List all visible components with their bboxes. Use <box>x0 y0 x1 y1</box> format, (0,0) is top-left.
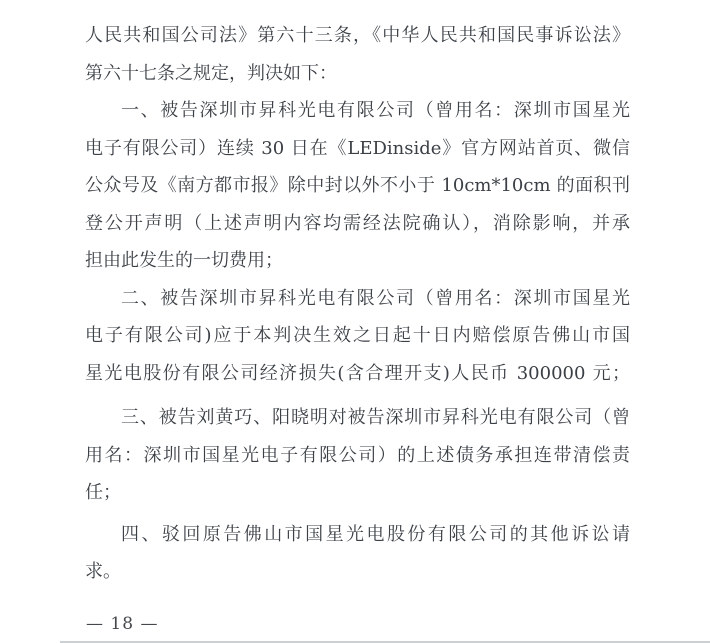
text-line: 三、被告刘黄巧、阳晓明对被告深圳市昇科光电有限公司（曾 <box>121 407 630 428</box>
text-line: 第六十七条之规定，判决如下： <box>85 62 337 84</box>
text-line: 电子有限公司)应于本判决生效之日起十日内赔偿原告佛山市国 <box>85 325 630 346</box>
text-line: 星光电股份有限公司经济损失(含合理开支)人民币 300000 元； <box>85 362 630 384</box>
text-line: 任； <box>85 482 121 503</box>
text-line: 一、被告深圳市昇科光电有限公司（曾用名：深圳市国星光 <box>121 100 630 121</box>
text-line: 四、驳回原告佛山市国星光电股份有限公司的其他诉讼请 <box>121 523 630 545</box>
text-line: 电子有限公司）连续 30 日在《LEDinside》官方网站首页、微信 <box>85 137 630 159</box>
text-line: 用名：深圳市国星光电子有限公司）的上述债务承担连带清偿责 <box>85 444 630 466</box>
text-line: 二、被告深圳市昇科光电有限公司（曾用名：深圳市国星光 <box>121 287 630 309</box>
text-line: 公众号及《南方都市报》除中封以外不小于 10cm*10cm 的面积刊 <box>85 175 630 196</box>
text-line: 担由此发生的一切费用； <box>85 250 283 271</box>
text-line: 人民共和国公司法》第六十三条，《中华人民共和国民事诉讼法》 <box>85 25 630 46</box>
document-body <box>85 17 630 591</box>
page-number: — 18 — <box>86 614 159 634</box>
text-line: 求。 <box>85 561 121 582</box>
text-line: 登公开声明（上述声明内容均需经法院确认），消除影响，并承 <box>85 212 630 234</box>
